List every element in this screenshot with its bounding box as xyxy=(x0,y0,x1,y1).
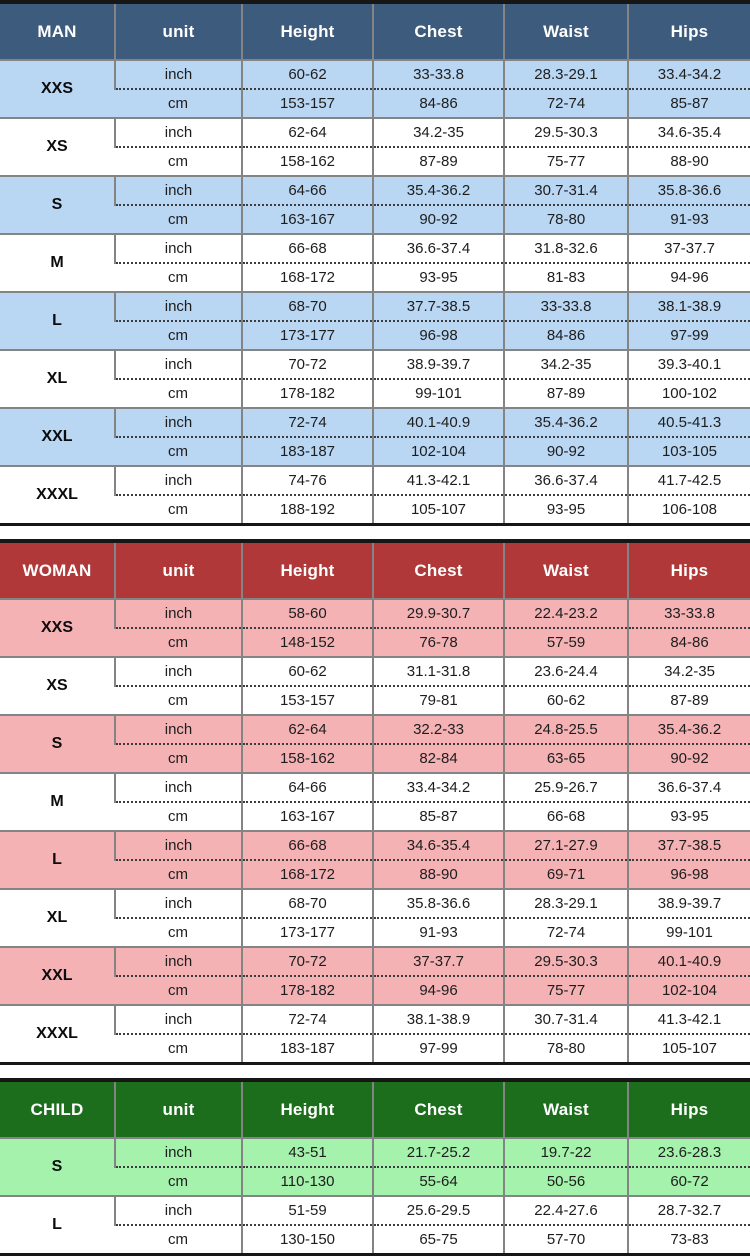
man-col-header-waist: Waist xyxy=(504,2,628,60)
man-xxxl-waist-inch-value: 36.6-37.4 xyxy=(504,466,628,495)
man-m-hips-inch-value: 37-37.7 xyxy=(628,234,750,263)
woman-xxs-waist-cm-value: 57-59 xyxy=(504,628,628,657)
child-l-waist-cm-value: 57-70 xyxy=(504,1225,628,1255)
child-s-hips-cm-value: 60-72 xyxy=(628,1167,750,1196)
woman-xl-waist-cm-value: 72-74 xyxy=(504,918,628,947)
woman-xxs-height-inch-value: 58-60 xyxy=(242,599,373,628)
woman-m-unit-cm: cm xyxy=(115,802,242,831)
woman-col-header-height: Height xyxy=(242,541,373,599)
woman-xxl-hips-inch-value: 40.1-40.9 xyxy=(628,947,750,976)
man-s-unit-cm: cm xyxy=(115,205,242,234)
man-xs-unit-cm: cm xyxy=(115,147,242,176)
man-xxl-chest-inch-value: 40.1-40.9 xyxy=(373,408,504,437)
man-s-height-cm-value: 163-167 xyxy=(242,205,373,234)
man-xxl-height-inch-value: 72-74 xyxy=(242,408,373,437)
man-xxxl-chest-inch-value: 41.3-42.1 xyxy=(373,466,504,495)
man-xs-height-inch-value: 62-64 xyxy=(242,118,373,147)
man-xxxl-hips-cm-value: 106-108 xyxy=(628,495,750,525)
woman-m-chest-inch-value: 33.4-34.2 xyxy=(373,773,504,802)
man-header-row xyxy=(0,2,750,60)
woman-col-header-unit: unit xyxy=(115,541,242,599)
child-l-chest-cm-value: 65-75 xyxy=(373,1225,504,1255)
man-xxs-waist-inch-value: 28.3-29.1 xyxy=(504,60,628,89)
woman-xxxl-unit-inch: inch xyxy=(115,1005,242,1034)
woman-m-chest-cm-value: 85-87 xyxy=(373,802,504,831)
child-size-label-s: S xyxy=(0,1138,115,1196)
woman-row-xs-inch xyxy=(0,657,750,686)
woman-xs-chest-cm-value: 79-81 xyxy=(373,686,504,715)
man-l-waist-cm-value: 84-86 xyxy=(504,321,628,350)
size-table-man xyxy=(0,0,750,526)
man-xxl-hips-inch-value: 40.5-41.3 xyxy=(628,408,750,437)
man-s-unit-inch: inch xyxy=(115,176,242,205)
woman-xxs-unit-inch: inch xyxy=(115,599,242,628)
man-xxl-height-cm-value: 183-187 xyxy=(242,437,373,466)
woman-xxxl-waist-cm-value: 78-80 xyxy=(504,1034,628,1064)
woman-xs-chest-inch-value: 31.1-31.8 xyxy=(373,657,504,686)
man-m-height-cm-value: 168-172 xyxy=(242,263,373,292)
woman-m-hips-inch-value: 36.6-37.4 xyxy=(628,773,750,802)
man-xxxl-height-inch-value: 74-76 xyxy=(242,466,373,495)
woman-l-waist-cm-value: 69-71 xyxy=(504,860,628,889)
man-m-waist-inch-value: 31.8-32.6 xyxy=(504,234,628,263)
man-xs-hips-inch-value: 34.6-35.4 xyxy=(628,118,750,147)
woman-row-l-inch xyxy=(0,831,750,860)
woman-m-unit-inch: inch xyxy=(115,773,242,802)
woman-size-label-xxs: XXS xyxy=(0,599,115,657)
woman-s-unit-cm: cm xyxy=(115,744,242,773)
man-s-hips-inch-value: 35.8-36.6 xyxy=(628,176,750,205)
man-xxl-waist-inch-value: 35.4-36.2 xyxy=(504,408,628,437)
woman-row-xxxl-inch xyxy=(0,1005,750,1034)
man-size-label-l: L xyxy=(0,292,115,350)
woman-xxs-hips-cm-value: 84-86 xyxy=(628,628,750,657)
man-size-label-xl: XL xyxy=(0,350,115,408)
woman-xxxl-chest-inch-value: 38.1-38.9 xyxy=(373,1005,504,1034)
man-xs-chest-cm-value: 87-89 xyxy=(373,147,504,176)
man-xl-height-inch-value: 70-72 xyxy=(242,350,373,379)
man-xxxl-height-cm-value: 188-192 xyxy=(242,495,373,525)
woman-s-hips-cm-value: 90-92 xyxy=(628,744,750,773)
woman-xxs-waist-inch-value: 22.4-23.2 xyxy=(504,599,628,628)
man-row-xl-inch xyxy=(0,350,750,379)
man-xxxl-chest-cm-value: 105-107 xyxy=(373,495,504,525)
man-m-unit-inch: inch xyxy=(115,234,242,263)
woman-xl-hips-cm-value: 99-101 xyxy=(628,918,750,947)
man-m-chest-inch-value: 36.6-37.4 xyxy=(373,234,504,263)
man-col-header-height: Height xyxy=(242,2,373,60)
child-size-label-l: L xyxy=(0,1196,115,1255)
woman-xxxl-height-inch-value: 72-74 xyxy=(242,1005,373,1034)
man-m-chest-cm-value: 93-95 xyxy=(373,263,504,292)
woman-s-height-inch-value: 62-64 xyxy=(242,715,373,744)
man-s-waist-inch-value: 30.7-31.4 xyxy=(504,176,628,205)
man-xxs-chest-inch-value: 33-33.8 xyxy=(373,60,504,89)
man-xxxl-unit-cm: cm xyxy=(115,495,242,525)
man-l-height-cm-value: 173-177 xyxy=(242,321,373,350)
woman-xs-waist-inch-value: 23.6-24.4 xyxy=(504,657,628,686)
child-col-header-hips: Hips xyxy=(628,1080,750,1138)
man-l-height-inch-value: 68-70 xyxy=(242,292,373,321)
woman-size-label-xxl: XXL xyxy=(0,947,115,1005)
woman-s-hips-inch-value: 35.4-36.2 xyxy=(628,715,750,744)
woman-m-waist-inch-value: 25.9-26.7 xyxy=(504,773,628,802)
man-size-label-xxxl: XXXL xyxy=(0,466,115,525)
man-xxs-waist-cm-value: 72-74 xyxy=(504,89,628,118)
woman-s-chest-inch-value: 32.2-33 xyxy=(373,715,504,744)
man-xxs-hips-cm-value: 85-87 xyxy=(628,89,750,118)
woman-xxl-unit-inch: inch xyxy=(115,947,242,976)
man-xl-chest-cm-value: 99-101 xyxy=(373,379,504,408)
woman-m-height-cm-value: 163-167 xyxy=(242,802,373,831)
man-col-header-hips: Hips xyxy=(628,2,750,60)
man-xs-waist-inch-value: 29.5-30.3 xyxy=(504,118,628,147)
woman-xxs-height-cm-value: 148-152 xyxy=(242,628,373,657)
woman-xxl-height-inch-value: 70-72 xyxy=(242,947,373,976)
man-m-unit-cm: cm xyxy=(115,263,242,292)
man-xxl-chest-cm-value: 102-104 xyxy=(373,437,504,466)
man-size-label-m: M xyxy=(0,234,115,292)
child-s-waist-inch-value: 19.7-22 xyxy=(504,1138,628,1167)
man-l-hips-cm-value: 97-99 xyxy=(628,321,750,350)
man-xxl-waist-cm-value: 90-92 xyxy=(504,437,628,466)
woman-col-header-waist: Waist xyxy=(504,541,628,599)
woman-xxxl-waist-inch-value: 30.7-31.4 xyxy=(504,1005,628,1034)
woman-xxl-waist-cm-value: 75-77 xyxy=(504,976,628,1005)
woman-row-m-inch xyxy=(0,773,750,802)
woman-xxl-height-cm-value: 178-182 xyxy=(242,976,373,1005)
woman-table-title: WOMAN xyxy=(0,541,115,599)
man-xxs-unit-inch: inch xyxy=(115,60,242,89)
man-xs-hips-cm-value: 88-90 xyxy=(628,147,750,176)
child-s-waist-cm-value: 50-56 xyxy=(504,1167,628,1196)
man-row-xs-inch xyxy=(0,118,750,147)
woman-col-header-chest: Chest xyxy=(373,541,504,599)
man-xl-unit-inch: inch xyxy=(115,350,242,379)
woman-xxs-chest-inch-value: 29.9-30.7 xyxy=(373,599,504,628)
woman-size-label-m: M xyxy=(0,773,115,831)
child-header-row xyxy=(0,1080,750,1138)
woman-m-height-inch-value: 64-66 xyxy=(242,773,373,802)
woman-size-label-xl: XL xyxy=(0,889,115,947)
woman-size-label-s: S xyxy=(0,715,115,773)
woman-l-waist-inch-value: 27.1-27.9 xyxy=(504,831,628,860)
woman-xxl-waist-inch-value: 29.5-30.3 xyxy=(504,947,628,976)
man-xl-hips-cm-value: 100-102 xyxy=(628,379,750,408)
man-l-hips-inch-value: 38.1-38.9 xyxy=(628,292,750,321)
man-s-waist-cm-value: 78-80 xyxy=(504,205,628,234)
woman-xxxl-chest-cm-value: 97-99 xyxy=(373,1034,504,1064)
size-table-child xyxy=(0,1078,750,1256)
woman-size-label-xxxl: XXXL xyxy=(0,1005,115,1064)
woman-l-unit-cm: cm xyxy=(115,860,242,889)
man-l-chest-cm-value: 96-98 xyxy=(373,321,504,350)
child-s-height-cm-value: 110-130 xyxy=(242,1167,373,1196)
man-xxl-hips-cm-value: 103-105 xyxy=(628,437,750,466)
woman-xxxl-hips-inch-value: 41.3-42.1 xyxy=(628,1005,750,1034)
child-s-hips-inch-value: 23.6-28.3 xyxy=(628,1138,750,1167)
child-s-height-inch-value: 43-51 xyxy=(242,1138,373,1167)
man-xxs-height-inch-value: 60-62 xyxy=(242,60,373,89)
man-size-label-xs: XS xyxy=(0,118,115,176)
woman-xl-hips-inch-value: 38.9-39.7 xyxy=(628,889,750,918)
woman-row-xxl-inch xyxy=(0,947,750,976)
woman-size-label-xs: XS xyxy=(0,657,115,715)
man-xl-unit-cm: cm xyxy=(115,379,242,408)
man-xxl-unit-inch: inch xyxy=(115,408,242,437)
woman-m-hips-cm-value: 93-95 xyxy=(628,802,750,831)
child-row-s-inch xyxy=(0,1138,750,1167)
man-row-xxl-inch xyxy=(0,408,750,437)
woman-xxl-unit-cm: cm xyxy=(115,976,242,1005)
child-l-unit-cm: cm xyxy=(115,1225,242,1255)
woman-s-height-cm-value: 158-162 xyxy=(242,744,373,773)
child-col-header-waist: Waist xyxy=(504,1080,628,1138)
child-s-unit-inch: inch xyxy=(115,1138,242,1167)
man-s-chest-cm-value: 90-92 xyxy=(373,205,504,234)
child-s-chest-cm-value: 55-64 xyxy=(373,1167,504,1196)
man-row-xxxl-inch xyxy=(0,466,750,495)
woman-row-xl-inch xyxy=(0,889,750,918)
woman-xs-hips-inch-value: 34.2-35 xyxy=(628,657,750,686)
woman-l-hips-inch-value: 37.7-38.5 xyxy=(628,831,750,860)
man-xs-chest-inch-value: 34.2-35 xyxy=(373,118,504,147)
woman-xxxl-height-cm-value: 183-187 xyxy=(242,1034,373,1064)
man-xxl-unit-cm: cm xyxy=(115,437,242,466)
woman-size-label-l: L xyxy=(0,831,115,889)
woman-xl-chest-cm-value: 91-93 xyxy=(373,918,504,947)
child-table-title: CHILD xyxy=(0,1080,115,1138)
child-l-chest-inch-value: 25.6-29.5 xyxy=(373,1196,504,1225)
woman-m-waist-cm-value: 66-68 xyxy=(504,802,628,831)
man-table-title: MAN xyxy=(0,2,115,60)
child-col-header-chest: Chest xyxy=(373,1080,504,1138)
man-l-chest-inch-value: 37.7-38.5 xyxy=(373,292,504,321)
child-col-header-unit: unit xyxy=(115,1080,242,1138)
woman-row-s-inch xyxy=(0,715,750,744)
man-row-s-inch xyxy=(0,176,750,205)
man-size-label-s: S xyxy=(0,176,115,234)
woman-s-waist-inch-value: 24.8-25.5 xyxy=(504,715,628,744)
woman-l-chest-cm-value: 88-90 xyxy=(373,860,504,889)
woman-xxs-hips-inch-value: 33-33.8 xyxy=(628,599,750,628)
man-xxxl-hips-inch-value: 41.7-42.5 xyxy=(628,466,750,495)
child-l-height-cm-value: 130-150 xyxy=(242,1225,373,1255)
woman-xl-height-cm-value: 173-177 xyxy=(242,918,373,947)
man-xl-height-cm-value: 178-182 xyxy=(242,379,373,408)
woman-s-chest-cm-value: 82-84 xyxy=(373,744,504,773)
woman-xxs-unit-cm: cm xyxy=(115,628,242,657)
man-m-hips-cm-value: 94-96 xyxy=(628,263,750,292)
woman-xs-unit-cm: cm xyxy=(115,686,242,715)
man-l-unit-cm: cm xyxy=(115,321,242,350)
man-row-xxs-inch xyxy=(0,60,750,89)
woman-xl-unit-inch: inch xyxy=(115,889,242,918)
woman-l-hips-cm-value: 96-98 xyxy=(628,860,750,889)
child-l-waist-inch-value: 22.4-27.6 xyxy=(504,1196,628,1225)
woman-l-chest-inch-value: 34.6-35.4 xyxy=(373,831,504,860)
man-xs-unit-inch: inch xyxy=(115,118,242,147)
woman-xl-unit-cm: cm xyxy=(115,918,242,947)
man-xs-height-cm-value: 158-162 xyxy=(242,147,373,176)
woman-s-waist-cm-value: 63-65 xyxy=(504,744,628,773)
man-l-unit-inch: inch xyxy=(115,292,242,321)
man-size-label-xxs: XXS xyxy=(0,60,115,118)
child-l-unit-inch: inch xyxy=(115,1196,242,1225)
woman-xs-waist-cm-value: 60-62 xyxy=(504,686,628,715)
woman-xxl-chest-inch-value: 37-37.7 xyxy=(373,947,504,976)
woman-xs-unit-inch: inch xyxy=(115,657,242,686)
woman-l-height-inch-value: 66-68 xyxy=(242,831,373,860)
woman-xxxl-hips-cm-value: 105-107 xyxy=(628,1034,750,1064)
man-xxs-height-cm-value: 153-157 xyxy=(242,89,373,118)
man-xxs-chest-cm-value: 84-86 xyxy=(373,89,504,118)
man-col-header-chest: Chest xyxy=(373,2,504,60)
woman-xs-height-cm-value: 153-157 xyxy=(242,686,373,715)
child-row-l-inch xyxy=(0,1196,750,1225)
man-s-height-inch-value: 64-66 xyxy=(242,176,373,205)
man-xl-waist-cm-value: 87-89 xyxy=(504,379,628,408)
woman-xxl-chest-cm-value: 94-96 xyxy=(373,976,504,1005)
child-s-unit-cm: cm xyxy=(115,1167,242,1196)
woman-row-xxs-inch xyxy=(0,599,750,628)
child-col-header-height: Height xyxy=(242,1080,373,1138)
man-col-header-unit: unit xyxy=(115,2,242,60)
man-size-label-xxl: XXL xyxy=(0,408,115,466)
child-l-hips-inch-value: 28.7-32.7 xyxy=(628,1196,750,1225)
man-xxs-unit-cm: cm xyxy=(115,89,242,118)
man-xs-waist-cm-value: 75-77 xyxy=(504,147,628,176)
man-xl-waist-inch-value: 34.2-35 xyxy=(504,350,628,379)
woman-col-header-hips: Hips xyxy=(628,541,750,599)
woman-xxl-hips-cm-value: 102-104 xyxy=(628,976,750,1005)
woman-xl-waist-inch-value: 28.3-29.1 xyxy=(504,889,628,918)
woman-xl-chest-inch-value: 35.8-36.6 xyxy=(373,889,504,918)
man-row-l-inch xyxy=(0,292,750,321)
child-s-chest-inch-value: 21.7-25.2 xyxy=(373,1138,504,1167)
woman-xs-height-inch-value: 60-62 xyxy=(242,657,373,686)
woman-s-unit-inch: inch xyxy=(115,715,242,744)
man-s-hips-cm-value: 91-93 xyxy=(628,205,750,234)
man-row-m-inch xyxy=(0,234,750,263)
man-xxxl-unit-inch: inch xyxy=(115,466,242,495)
man-m-height-inch-value: 66-68 xyxy=(242,234,373,263)
child-l-hips-cm-value: 73-83 xyxy=(628,1225,750,1255)
child-l-height-inch-value: 51-59 xyxy=(242,1196,373,1225)
woman-xs-hips-cm-value: 87-89 xyxy=(628,686,750,715)
woman-xl-height-inch-value: 68-70 xyxy=(242,889,373,918)
woman-xxxl-unit-cm: cm xyxy=(115,1034,242,1064)
woman-xxs-chest-cm-value: 76-78 xyxy=(373,628,504,657)
man-xl-hips-inch-value: 39.3-40.1 xyxy=(628,350,750,379)
man-xl-chest-inch-value: 38.9-39.7 xyxy=(373,350,504,379)
man-xxs-hips-inch-value: 33.4-34.2 xyxy=(628,60,750,89)
woman-header-row xyxy=(0,541,750,599)
man-m-waist-cm-value: 81-83 xyxy=(504,263,628,292)
man-xxxl-waist-cm-value: 93-95 xyxy=(504,495,628,525)
size-table-woman xyxy=(0,539,750,1065)
woman-l-height-cm-value: 168-172 xyxy=(242,860,373,889)
man-l-waist-inch-value: 33-33.8 xyxy=(504,292,628,321)
man-s-chest-inch-value: 35.4-36.2 xyxy=(373,176,504,205)
woman-l-unit-inch: inch xyxy=(115,831,242,860)
